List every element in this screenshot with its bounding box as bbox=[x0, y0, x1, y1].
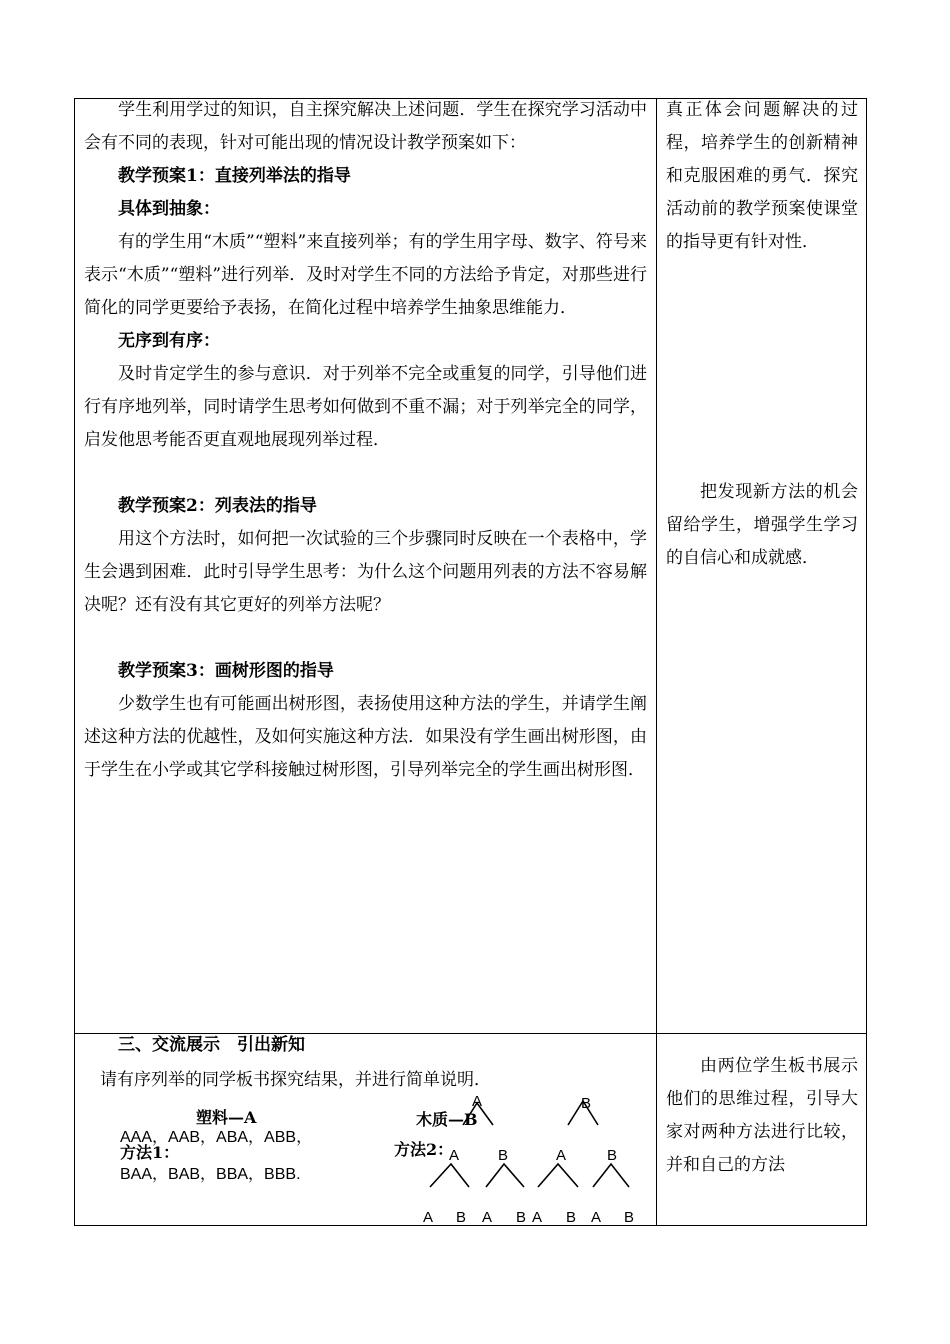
plan2-paragraph: 用这个方法时，如何把一次试验的三个步骤同时反映在一个表格中，学生会遇到困难．此时引导学生思考：为什么这个问题用列表的方法不容易解决呢？还有没有其它更好的列举方法呢？ bbox=[84, 529, 647, 615]
method1-row1: AAA，AAB，ABA，ABB， bbox=[120, 1129, 313, 1146]
method2-wood-label: 木质—B bbox=[416, 1110, 478, 1129]
tree-mid-node-2: B bbox=[498, 1147, 509, 1164]
method2-label: 方法2： bbox=[394, 1140, 454, 1159]
section3-subtitle: 请有序列举的同学板书探究结果，并进行简单说明． bbox=[100, 1070, 491, 1090]
tree-mid-node-4: B bbox=[607, 1147, 618, 1164]
tree-top-node-a: A bbox=[472, 1093, 483, 1110]
tree-mid-node-3: A bbox=[556, 1147, 567, 1164]
column-divider bbox=[656, 98, 657, 1226]
plan1-subheading-order: 无序到有序： bbox=[118, 331, 220, 351]
design-note-1: 真正体会问题解决的过程，培养学生的创新精神和克服困难的勇气．探究活动前的教学预案使课堂的指导更有针对性． bbox=[666, 100, 858, 252]
tree-leaf-8: B bbox=[624, 1209, 635, 1226]
tree-leaf-2: B bbox=[456, 1209, 467, 1226]
method1-label: 方法1： bbox=[120, 1143, 180, 1162]
method1-plastic-label: 塑料—A bbox=[196, 1108, 257, 1127]
plan2-heading: 教学预案2：列表法的指导 bbox=[118, 496, 317, 516]
design-note-3: 由两位学生板书展示他们的思维过程，引导大家对两种方法进行比较，并和自己的方法 bbox=[666, 1056, 858, 1175]
tree-leaf-1: A bbox=[423, 1209, 434, 1226]
plan1-paragraph-2: 及时肯定学生的参与意识．对于列举不完全或重复的同学，引导他们进行有序地列举，同时请学生思考如何做到不重不漏；对于列举完全的同学，启发他思考能否更直观地展现列举过程． bbox=[84, 364, 647, 450]
tree-leaf-4: B bbox=[516, 1209, 527, 1226]
intro-paragraph: 学生利用学过的知识，自主探究解决上述问题．学生在探究学习活动中会有不同的表现，针对可能出现的情况设计教学预案如下： bbox=[84, 100, 647, 153]
plan3-paragraph: 少数学生也有可能画出树形图，表扬使用这种方法的学生，并请学生阐述这种方法的优越性，及如何实施这种方法．如果没有学生画出树形图，由于学生在小学或其它学科接触过树形图，引导列举完全的学生画出树形图． bbox=[84, 694, 647, 780]
tree-mid-node-1: A bbox=[449, 1147, 460, 1164]
method1-row2: BAA，BAB，BBA，BBB. bbox=[120, 1166, 301, 1183]
tree-top-node-b: B bbox=[581, 1095, 592, 1112]
design-note-2: 把发现新方法的机会留给学生，增强学生学习的自信心和成就感． bbox=[666, 482, 858, 568]
plan1-heading: 教学预案1：直接列举法的指导 bbox=[118, 166, 351, 186]
teaching-plan-cell bbox=[84, 94, 647, 787]
tree-leaf-7: A bbox=[591, 1209, 602, 1226]
tree-leaf-3: A bbox=[482, 1209, 493, 1226]
plan1-paragraph-1: 有的学生用“木质”“塑料”来直接列举；有的学生用字母、数字、符号来表示“木质”“塑料”进行列举．及时对学生不同的方法给予肯定，对那些进行简化的同学更要给予表扬，在简化过程中培养学生抽象思维能力． bbox=[84, 232, 647, 318]
plan1-subheading-abstract: 具体到抽象： bbox=[118, 199, 220, 219]
section3-title: 三、交流展示 引出新知 bbox=[118, 1035, 305, 1055]
tree-leaf-5: A bbox=[532, 1209, 543, 1226]
tree-leaf-6: B bbox=[566, 1209, 577, 1226]
plan3-heading: 教学预案3：画树形图的指导 bbox=[118, 661, 334, 681]
